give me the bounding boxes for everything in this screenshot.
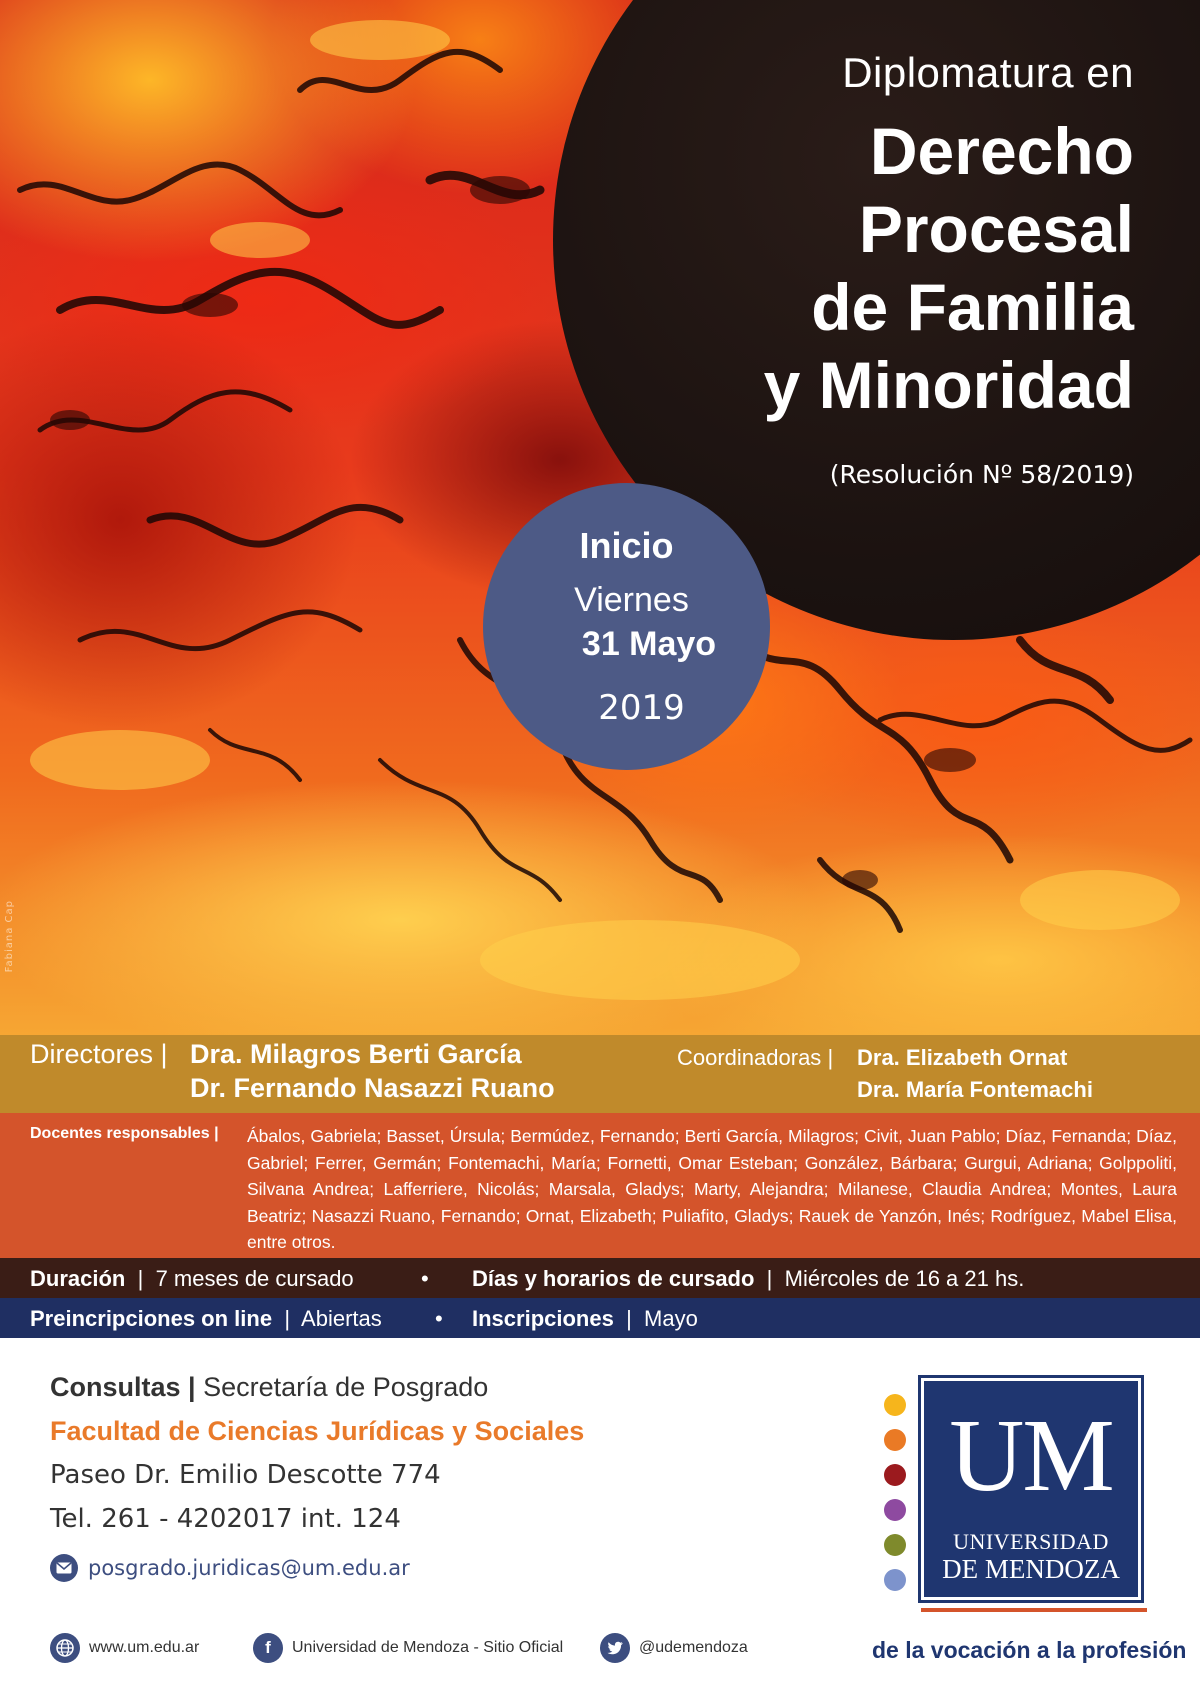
logo-text-line: UNIVERSIDAD	[953, 1529, 1109, 1554]
inquiries-value: Secretaría de Posgrado	[203, 1372, 489, 1402]
duration-item	[30, 1266, 354, 1292]
twitter-text[interactable]: @udemendoza	[639, 1639, 748, 1656]
email-row[interactable]	[50, 1554, 410, 1582]
separator: |	[188, 1372, 196, 1402]
inquiries-line	[50, 1372, 488, 1403]
preregistration-value: Abiertas	[301, 1306, 382, 1331]
director-name: Dr. Fernando Nasazzi Ruano	[190, 1073, 555, 1103]
facebook-icon: f	[253, 1633, 283, 1663]
logo-text-line: DE MENDOZA	[942, 1554, 1120, 1584]
logo-dot	[884, 1499, 906, 1521]
teachers-band	[0, 1113, 1200, 1258]
separator: |	[284, 1306, 291, 1331]
logo-dot	[884, 1569, 906, 1591]
preregistration-item	[30, 1306, 382, 1332]
duration-band	[0, 1258, 1200, 1298]
inquiries-label: Consultas	[50, 1372, 181, 1402]
mail-icon	[50, 1554, 78, 1582]
registration-band	[0, 1298, 1200, 1338]
directors-label-text: Directores	[30, 1039, 154, 1069]
twitter-link[interactable]	[600, 1633, 748, 1663]
separator: |	[214, 1125, 219, 1142]
teachers-label	[30, 1125, 219, 1143]
start-date-badge	[483, 483, 770, 770]
website-text[interactable]: www.um.edu.ar	[89, 1639, 200, 1656]
separator: |	[766, 1266, 773, 1291]
main-title-line: Derecho	[869, 114, 1134, 188]
registration-label: Inscripciones	[472, 1306, 614, 1331]
start-year: 2019	[598, 688, 685, 728]
bullet: •	[421, 1266, 429, 1291]
resolution-number: (Resolución Nº 58/2019)	[829, 460, 1134, 489]
start-date: 31 Mayo	[581, 625, 717, 663]
main-title	[764, 112, 1134, 424]
title-block	[764, 44, 1134, 489]
logo-underline	[921, 1608, 1147, 1612]
slogan: de la vocación a la profesión	[872, 1637, 1187, 1663]
preregistration-label: Preincripciones on line	[30, 1306, 273, 1331]
address: Paseo Dr. Emilio Descotte 774	[50, 1460, 441, 1490]
title-prefix: Diplomatura en	[842, 49, 1134, 96]
bullet: •	[435, 1306, 443, 1331]
start-label: Inicio	[579, 525, 674, 566]
teachers-list: Ábalos, Gabriela; Basset, Úrsula; Bermúdez, Fernando; Berti García, Milagros; Civit, Juan Pablo; Díaz, Fernanda; Díaz, Gabriel; Ferrer, Germán; Fontemachi, María; Fornetti, Omar Esteban; González, Bárbara; Gurgui, Adriana; Golppoliti, Silvana Andrea; Lafferriere, Nicolás; Marsala, Gladys; Marty, Alejandra; Milanese, Claudia Andrea; Montes, Laura Beatriz; Nasazzi Ruano, Fernando; Ornat, Elizabeth; Puliafito, Gladys; Rauek de Yanzón, Inés; Rodríguez, Mabel Elisa, entre otros.	[247, 1126, 1177, 1252]
logo-dot	[884, 1394, 906, 1416]
registration-item	[472, 1306, 698, 1332]
main-title-line: y Minoridad	[763, 348, 1134, 422]
logo-dot	[884, 1429, 906, 1451]
logo-dot	[884, 1534, 906, 1556]
phone: Tel. 261 - 4202017 int. 124	[50, 1504, 401, 1534]
painting-credit: Fabiana Cap	[4, 900, 15, 973]
duration-value: 7 meses de cursado	[155, 1266, 354, 1291]
schedule-item	[472, 1266, 1024, 1292]
logo-dot	[884, 1464, 906, 1486]
coordinator-name: Dra. María Fontemachi	[857, 1077, 1093, 1102]
separator: |	[160, 1039, 168, 1069]
directors-band	[0, 1035, 1200, 1113]
website-link[interactable]	[50, 1633, 199, 1663]
separator: |	[626, 1306, 632, 1331]
university-logo	[921, 1378, 1141, 1600]
directors-label	[30, 1039, 168, 1070]
director-name: Dra. Milagros Berti García	[190, 1039, 522, 1069]
separator: |	[137, 1266, 144, 1291]
faculty-name: Facultad de Ciencias Jurídicas y Sociales	[50, 1416, 585, 1446]
email-link[interactable]: posgrado.juridicas@um.edu.ar	[88, 1556, 410, 1580]
main-title-line: Procesal	[858, 192, 1134, 266]
globe-icon	[50, 1633, 80, 1663]
coordinators-label	[677, 1045, 833, 1071]
twitter-icon	[600, 1633, 630, 1663]
teachers-label-text: Docentes responsables	[30, 1125, 210, 1142]
coordinator-name: Dra. Elizabeth Ornat	[857, 1045, 1068, 1070]
schedule-label: Días y horarios de cursado	[472, 1266, 755, 1291]
schedule-value: Miércoles de 16 a 21 hs.	[784, 1266, 1025, 1291]
start-weekday: Viernes	[574, 581, 689, 619]
logo-dots	[884, 1394, 908, 1604]
registration-value: Mayo	[644, 1306, 698, 1331]
logo-initials: UM	[949, 1398, 1113, 1513]
facebook-link[interactable]	[253, 1633, 563, 1663]
separator: |	[827, 1045, 834, 1070]
duration-label: Duración	[30, 1266, 126, 1291]
main-title-line: de Familia	[811, 270, 1134, 344]
facebook-text[interactable]: Universidad de Mendoza - Sitio Oficial	[292, 1639, 564, 1656]
coordinators-label-text: Coordinadoras	[677, 1045, 822, 1070]
